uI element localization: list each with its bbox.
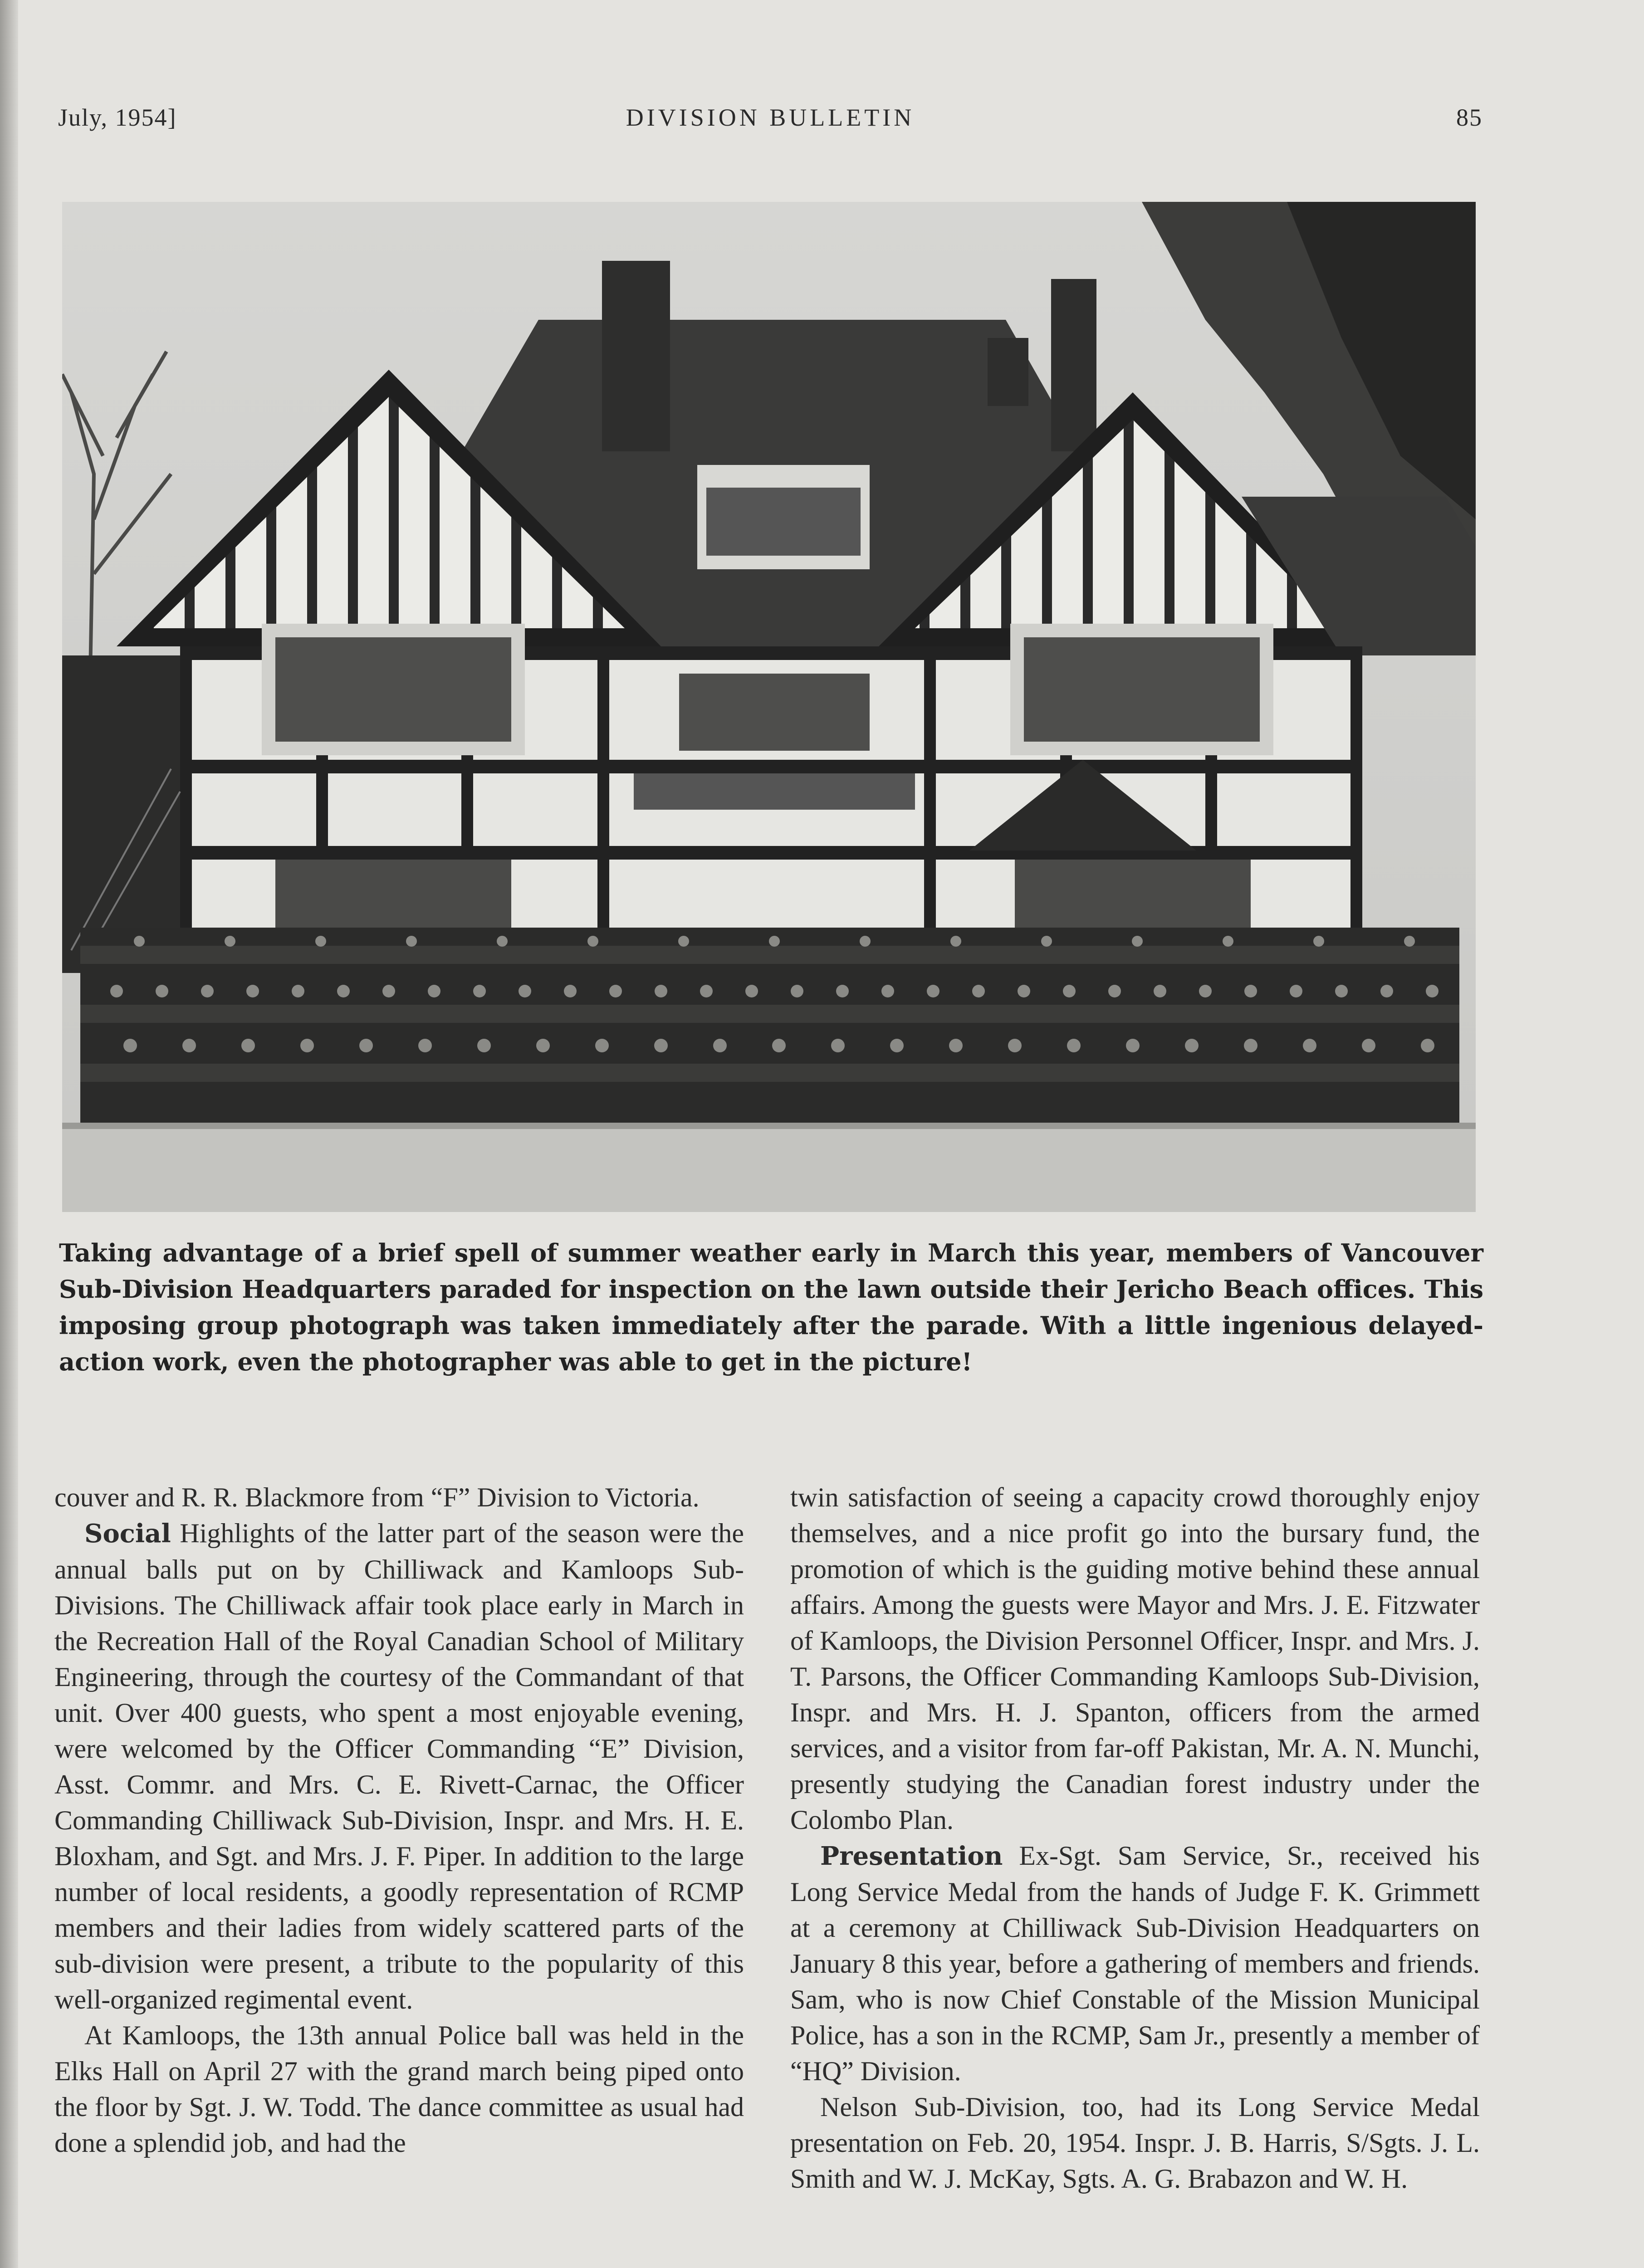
paragraph-presentation-text: Ex-Sgt. Sam Service, Sr., received his Long Service Medal from the hands of Judge F. K. Grimmett at a ceremony at Chilliwack Sub-Division Headquarters on January 8 this year, before a gathering of members and friends. Sam, who is now Chief Constable of the Mission Municipal Police, has a son in the RCMP, Sam Jr., presently a member of “HQ” Division. [790, 1841, 1480, 2086]
paragraph-continuation: couver and R. R. Blackmore from “F” Division to Victoria. [54, 1482, 700, 1512]
paragraph-twin-satisfaction: twin satisfaction of seeing a capacity crowd thoroughly enjoy themselves, and a nice profit go into the bursary fund, the promotion of which is the guiding motive behind these annual affairs. Among the guests were Mayor and Mrs. J. E. Fitzwater of Kamloops, the Division Personnel Officer, Inspr. and Mrs. J. T. Parsons, the Officer Commanding Kamloops Sub-Division, Inspr. and Mrs. H. J. Spanton, officers from the armed services, and a visitor from far-off Pakistan, Mr. A. N. Munchi, presently studying the Canadian forest industry under the Colombo Plan. [790, 1482, 1480, 1835]
photo-caption: Taking advantage of a brief spell of summer weather early in March this year, members of Vancouver Sub-Division Headquarters paraded for inspection on the lawn outside their Jericho Beach offices. This imposing group photograph was taken immediately after the parade. With a little ingenious delayed-action work, even the photographer was able to get in the picture! [59, 1238, 1483, 1376]
paragraph-social [54, 1515, 744, 2018]
section-heading-social: Social [84, 1519, 171, 1549]
section-heading-presentation: Presentation [820, 1841, 1003, 1871]
page-edge-shadow [0, 0, 18, 2268]
paragraph-kamloops: At Kamloops, the 13th annual Police ball was held in the Elks Hall on April 27 with the grand march being piped onto the floor by Sgt. J. W. Todd. The dance committee as usual had done a splendid job, and had the [54, 2020, 744, 2158]
page-number: 85 [1456, 104, 1483, 131]
running-head [58, 103, 1483, 140]
paragraph-presentation [790, 1838, 1480, 2089]
group-photograph [62, 202, 1476, 1212]
paragraph-nelson: Nelson Sub-Division, too, had its Long Service Medal presentation on Feb. 20, 1954. Inspr. J. B. Harris, S/Sgts. J. L. Smith and W. J. McKay, Sgts. A. G. Brabazon and W. H. [790, 2092, 1480, 2194]
paragraph-social-text: Highlights of the latter part of the season were the annual balls put on by Chilliwack and Kamloops Sub-Divisions. The Chilliwack affair took place early in March in the Recreation Hall of the Royal Canadian School of Military Engineering, through the courtesy of the Commandant of that unit. Over 400 guests, who spent a most enjoyable evening, were welcomed by the Officer Commanding “E” Division, Asst. Commr. and Mrs. C. E. Rivett-Carnac, the Officer Commanding Chilliwack Sub-Division, Inspr. and Mrs. H. E. Bloxham, and Sgt. and Mrs. J. F. Piper. In addition to the large number of local residents, a goodly representation of RCMP members and their ladies from widely scattered parts of the sub-division were present, a tribute to the popularity of this well-organized regimental event. [54, 1518, 744, 2014]
right-column [790, 1480, 1480, 2197]
publication-title: DIVISION BULLETIN [626, 104, 915, 131]
left-column [54, 1480, 744, 2161]
issue-date: July, 1954] [58, 104, 177, 131]
